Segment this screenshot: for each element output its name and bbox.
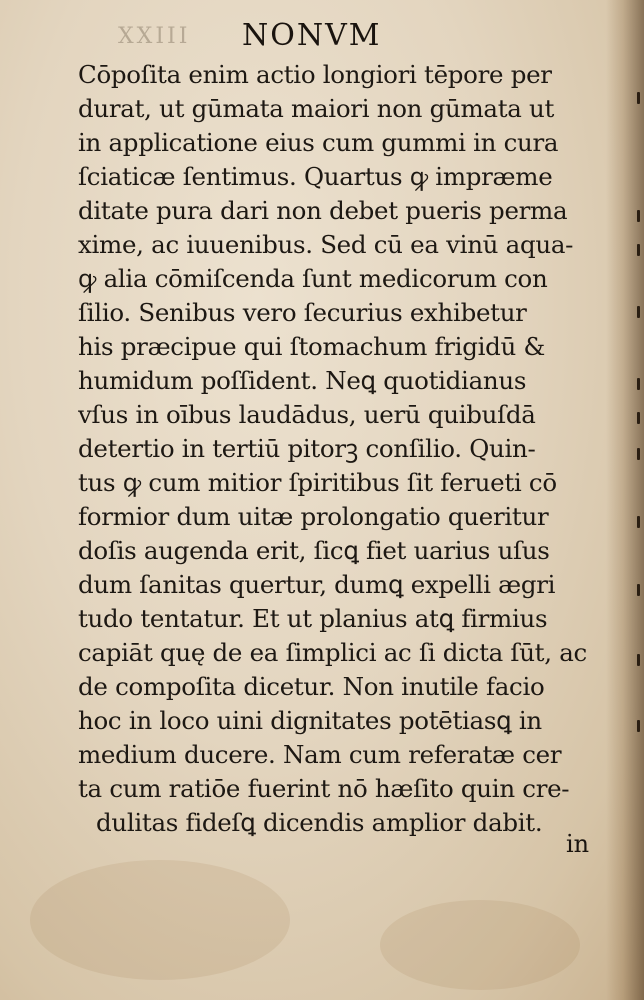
- text-line: capiāt quę de ea ſimplici ac ſi dicta ſūt, ac: [78, 638, 587, 667]
- catchword: in: [566, 830, 590, 858]
- text-line: de compoſita dicetur. Non inutile facio: [78, 672, 545, 701]
- text-line: medium ducere. Nam cum referatæ cer: [78, 740, 562, 769]
- text-line: ſciaticæ ſentimus. Quartus ꝙ impræme: [78, 162, 553, 191]
- text-line: durat, ut gūmata maiori non gūmata ut: [78, 94, 555, 123]
- text-line: ꝙ alia cōmiſcenda ſunt medicorum con: [78, 264, 548, 293]
- text-line: formior dum uitæ prolongatio queritur: [78, 502, 549, 531]
- paper-stain: [380, 900, 580, 990]
- text-line: his præcipue qui ſtomachum frigidū &: [78, 332, 545, 361]
- text-line: humidum poſſident. Neꝗ quotidianus: [78, 366, 527, 395]
- page-title: NONVM: [242, 18, 382, 53]
- text-line: dum ſanitas quertur, dumꝗ expelli ægri: [78, 570, 556, 599]
- text-line: vſus in oībus laudādus, uerū quibuſdā: [78, 400, 536, 429]
- text-line: ſilio. Senibus vero ſecurius exhibetur: [78, 298, 527, 327]
- text-line: ta cum ratiōe fuerint nō hæſito quin cre-: [78, 774, 570, 803]
- text-line: tudo tentatur. Et ut planius atꝗ firmius: [78, 604, 548, 633]
- text-line: tus ꝙ cum mitior ſpiritibus ſit ferueti cō: [78, 468, 557, 497]
- text-line: hoc in loco uini dignitates potētiasꝗ in: [78, 706, 542, 735]
- binding-thread-marks: [630, 0, 642, 1000]
- paper-stain: [30, 860, 290, 980]
- text-line: dulitas fideſꝗ dicendis amplior dabit.: [96, 808, 543, 837]
- body-text: [78, 58, 608, 840]
- text-line: Cōpoſita enim actio longiori tēpore per: [78, 60, 552, 89]
- text-line: in applicatione eius cum gummi in cura: [78, 128, 559, 157]
- text-line: ditate pura dari non debet pueris perma: [78, 196, 568, 225]
- running-head: [0, 18, 644, 58]
- text-line: xime, ac iuuenibus. Sed cū ea vinū aqua-: [78, 230, 574, 259]
- text-line: detertio in tertiū pitorꝫ conſilio. Quin-: [78, 434, 536, 463]
- text-line: doſis augenda erit, ſicꝗ fiet uarius uſus: [78, 536, 550, 565]
- folio-number: XXIII: [118, 24, 191, 49]
